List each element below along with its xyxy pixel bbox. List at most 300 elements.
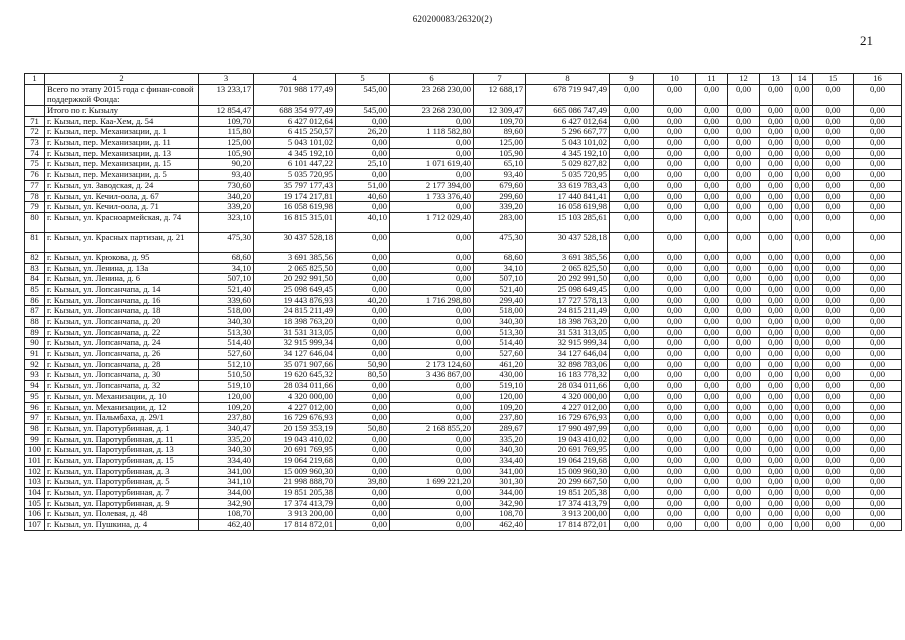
value-cell: 0,00 (813, 212, 854, 232)
value-cell: 0,00 (610, 423, 654, 434)
value-cell: 0,00 (792, 317, 813, 328)
value-cell: 519,10 (474, 381, 526, 392)
value-cell: 0,00 (854, 317, 902, 328)
value-cell: 25 098 649,45 (254, 284, 336, 295)
value-cell: 30 437 528,18 (526, 232, 610, 252)
row-number-cell: 80 (25, 212, 45, 232)
value-cell: 0,00 (610, 148, 654, 159)
value-cell: 0,00 (654, 295, 696, 306)
address-cell: г. Кызыл, ул. Ленина, д. 6 (45, 274, 199, 285)
value-cell: 0,00 (336, 391, 390, 402)
value-cell: 0,00 (792, 423, 813, 434)
column-number-cell: 14 (792, 74, 813, 85)
value-cell: 0,00 (336, 488, 390, 499)
table-row (25, 263, 902, 274)
value-cell: 0,00 (792, 434, 813, 445)
value-cell: 0,00 (610, 402, 654, 413)
value-cell: 0,00 (654, 106, 696, 117)
value-cell: 0,00 (728, 116, 760, 127)
address-cell: г. Кызыл, ул. Лопсанчапа, д. 24 (45, 338, 199, 349)
value-cell: 0,00 (654, 455, 696, 466)
value-cell: 0,00 (654, 391, 696, 402)
value-cell: 0,00 (610, 477, 654, 488)
value-cell: 105,90 (474, 148, 526, 159)
value-cell: 512,10 (199, 359, 254, 370)
column-number-cell: 11 (696, 74, 728, 85)
value-cell: 0,00 (760, 338, 792, 349)
value-cell: 0,00 (728, 423, 760, 434)
value-cell: 0,00 (390, 349, 474, 360)
value-cell: 0,00 (390, 202, 474, 213)
value-cell: 120,00 (199, 391, 254, 402)
value-cell: 13 233,17 (199, 85, 254, 106)
value-cell: 0,00 (336, 284, 390, 295)
value-cell: 301,30 (474, 477, 526, 488)
value-cell: 0,00 (610, 370, 654, 381)
value-cell: 0,00 (760, 413, 792, 424)
value-cell: 518,00 (199, 306, 254, 317)
value-cell: 518,00 (474, 306, 526, 317)
value-cell: 0,00 (760, 180, 792, 191)
value-cell: 68,60 (199, 252, 254, 263)
value-cell: 514,40 (199, 338, 254, 349)
address-cell: г. Кызыл, пер. Каа-Хем, д. 54 (45, 116, 199, 127)
value-cell: 340,30 (474, 317, 526, 328)
value-cell: 24 815 211,49 (254, 306, 336, 317)
value-cell: 109,20 (199, 402, 254, 413)
value-cell: 0,00 (813, 138, 854, 149)
value-cell: 19 043 410,02 (526, 434, 610, 445)
value-cell: 0,00 (792, 359, 813, 370)
value-cell: 0,00 (792, 445, 813, 456)
value-cell: 0,00 (696, 148, 728, 159)
value-cell: 0,00 (654, 413, 696, 424)
value-cell: 0,00 (792, 116, 813, 127)
table-row (25, 170, 902, 181)
address-cell: г. Кызыл, ул. Красных партизан, д. 21 (45, 232, 199, 252)
table-row (25, 402, 902, 413)
city-total-row (25, 106, 902, 117)
value-cell: 109,20 (474, 402, 526, 413)
value-cell: 0,00 (696, 466, 728, 477)
address-cell: г. Кызыл, пер. Механизации, д. 11 (45, 138, 199, 149)
value-cell: 0,00 (760, 85, 792, 106)
value-cell: 334,40 (199, 455, 254, 466)
table-row (25, 127, 902, 138)
value-cell: 0,00 (390, 306, 474, 317)
value-cell: 0,00 (792, 391, 813, 402)
value-cell: 430,00 (474, 370, 526, 381)
stage-total-row (25, 85, 902, 106)
value-cell: 545,00 (336, 85, 390, 106)
value-cell: 0,00 (760, 170, 792, 181)
value-cell: 0,00 (792, 338, 813, 349)
value-cell: 237,80 (474, 413, 526, 424)
value-cell: 0,00 (728, 434, 760, 445)
value-cell: 0,00 (854, 159, 902, 170)
value-cell: 0,00 (696, 520, 728, 531)
value-cell: 0,00 (654, 263, 696, 274)
value-cell: 0,00 (792, 381, 813, 392)
table-row (25, 509, 902, 520)
table-row (25, 423, 902, 434)
row-number-cell: 99 (25, 434, 45, 445)
value-cell: 23 268 230,00 (390, 106, 474, 117)
value-cell: 0,00 (813, 274, 854, 285)
address-cell: г. Кызыл, ул. Крюкова, д. 95 (45, 252, 199, 263)
value-cell: 19 620 645,32 (254, 370, 336, 381)
table-row (25, 232, 902, 252)
row-number-cell: 95 (25, 391, 45, 402)
value-cell: 28 034 011,66 (254, 381, 336, 392)
value-cell: 0,00 (696, 202, 728, 213)
row-number-cell: 96 (25, 402, 45, 413)
value-cell: 0,00 (813, 148, 854, 159)
value-cell: 475,30 (474, 232, 526, 252)
value-cell: 0,00 (813, 170, 854, 181)
value-cell: 0,00 (792, 349, 813, 360)
value-cell: 344,00 (199, 488, 254, 499)
value-cell: 0,00 (610, 295, 654, 306)
value-cell: 0,00 (654, 116, 696, 127)
value-cell: 0,00 (336, 509, 390, 520)
value-cell: 32 898 783,06 (526, 359, 610, 370)
column-number-cell: 10 (654, 74, 696, 85)
value-cell: 475,30 (199, 232, 254, 252)
row-number-cell: 91 (25, 349, 45, 360)
value-cell: 5 043 101,02 (526, 138, 610, 149)
value-cell: 19 064 219,68 (526, 455, 610, 466)
value-cell: 5 296 667,77 (526, 127, 610, 138)
value-cell: 0,00 (854, 284, 902, 295)
address-cell: г. Кызыл, ул. Паротурбинная, д. 7 (45, 488, 199, 499)
value-cell: 513,30 (474, 327, 526, 338)
row-number-cell: 83 (25, 263, 45, 274)
value-cell: 0,00 (336, 148, 390, 159)
value-cell: 0,00 (760, 202, 792, 213)
value-cell: 0,00 (792, 148, 813, 159)
value-cell: 0,00 (760, 306, 792, 317)
value-cell: 0,00 (696, 477, 728, 488)
value-cell: 17 727 578,13 (526, 295, 610, 306)
value-cell: 0,00 (654, 488, 696, 499)
value-cell: 0,00 (696, 445, 728, 456)
value-cell: 0,00 (854, 338, 902, 349)
value-cell: 0,00 (813, 466, 854, 477)
value-cell: 0,00 (760, 445, 792, 456)
value-cell: 20 691 769,95 (526, 445, 610, 456)
value-cell: 34,10 (474, 263, 526, 274)
value-cell: 17 440 841,41 (526, 191, 610, 202)
table-row (25, 327, 902, 338)
column-number-cell: 5 (336, 74, 390, 85)
value-cell: 0,00 (760, 509, 792, 520)
table-row (25, 359, 902, 370)
row-number-cell: 105 (25, 498, 45, 509)
value-cell: 0,00 (336, 466, 390, 477)
row-number-cell: 87 (25, 306, 45, 317)
value-cell: 23 268 230,00 (390, 85, 474, 106)
column-number-cell: 15 (813, 74, 854, 85)
value-cell: 335,20 (199, 434, 254, 445)
table-row (25, 434, 902, 445)
value-cell: 519,10 (199, 381, 254, 392)
value-cell: 50,80 (336, 423, 390, 434)
value-cell: 0,00 (813, 202, 854, 213)
value-cell: 0,00 (696, 284, 728, 295)
value-cell: 0,00 (696, 263, 728, 274)
value-cell: 0,00 (728, 170, 760, 181)
value-cell: 339,60 (199, 295, 254, 306)
value-cell: 339,20 (199, 202, 254, 213)
value-cell: 0,00 (696, 488, 728, 499)
value-cell: 0,00 (854, 434, 902, 445)
value-cell: 0,00 (728, 349, 760, 360)
value-cell: 0,00 (336, 252, 390, 263)
address-cell: г. Кызыл, ул. Механизации, д. 10 (45, 391, 199, 402)
value-cell: 0,00 (390, 413, 474, 424)
address-cell: г. Кызыл, ул. Паротурбинная, д. 13 (45, 445, 199, 456)
value-cell: 0,00 (336, 232, 390, 252)
value-cell: 6 427 012,64 (526, 116, 610, 127)
value-cell: 0,00 (336, 116, 390, 127)
value-cell: 4 345 192,10 (254, 148, 336, 159)
value-cell: 340,47 (199, 423, 254, 434)
value-cell: 0,00 (390, 488, 474, 499)
row-number-cell: 100 (25, 445, 45, 456)
value-cell: 342,90 (199, 498, 254, 509)
value-cell: 0,00 (792, 202, 813, 213)
value-cell: 0,00 (792, 520, 813, 531)
value-cell: 0,00 (792, 252, 813, 263)
value-cell: 0,00 (728, 338, 760, 349)
address-cell: г. Кызыл, ул. Лопсанчапа, д. 32 (45, 381, 199, 392)
value-cell: 0,00 (760, 381, 792, 392)
value-cell: 0,00 (610, 413, 654, 424)
value-cell: 0,00 (813, 116, 854, 127)
value-cell: 4 345 192,10 (526, 148, 610, 159)
value-cell: 0,00 (390, 263, 474, 274)
value-cell: 0,00 (336, 349, 390, 360)
value-cell: 0,00 (813, 381, 854, 392)
value-cell: 0,00 (336, 402, 390, 413)
address-cell: г. Кызыл, ул. Паротурбинная, д. 1 (45, 423, 199, 434)
value-cell: 3 913 200,00 (254, 509, 336, 520)
value-cell: 0,00 (760, 317, 792, 328)
value-cell: 0,00 (728, 370, 760, 381)
row-number-cell: 76 (25, 170, 45, 181)
value-cell: 0,00 (854, 498, 902, 509)
value-cell: 0,00 (696, 159, 728, 170)
value-cell: 0,00 (390, 317, 474, 328)
value-cell: 0,00 (792, 159, 813, 170)
address-cell: г. Кызыл, ул. Пушкина, д. 4 (45, 520, 199, 531)
value-cell: 0,00 (813, 284, 854, 295)
value-cell: 0,00 (813, 488, 854, 499)
value-cell: 16 729 676,93 (526, 413, 610, 424)
table-row (25, 338, 902, 349)
value-cell: 0,00 (792, 498, 813, 509)
value-cell: 0,00 (813, 477, 854, 488)
value-cell: 0,00 (728, 327, 760, 338)
value-cell: 0,00 (610, 509, 654, 520)
row-number-cell: 89 (25, 327, 45, 338)
address-cell: г. Кызыл, ул. Лопсанчапа, д. 30 (45, 370, 199, 381)
address-cell: г. Кызыл, ул. Лопсанчапа, д. 26 (45, 349, 199, 360)
value-cell: 0,00 (760, 370, 792, 381)
value-cell: 0,00 (813, 498, 854, 509)
value-cell: 0,00 (728, 381, 760, 392)
table-row (25, 477, 902, 488)
table-row (25, 148, 902, 159)
value-cell: 0,00 (336, 327, 390, 338)
value-cell: 0,00 (760, 148, 792, 159)
value-cell: 1 716 298,80 (390, 295, 474, 306)
value-cell: 0,00 (654, 317, 696, 328)
value-cell: 0,00 (390, 498, 474, 509)
value-cell: 0,00 (760, 402, 792, 413)
value-cell: 0,00 (854, 116, 902, 127)
value-cell: 16 729 676,93 (254, 413, 336, 424)
value-cell: 0,00 (654, 284, 696, 295)
value-cell: 6 415 250,57 (254, 127, 336, 138)
value-cell: 0,00 (654, 327, 696, 338)
value-cell: 0,00 (854, 106, 902, 117)
value-cell: 0,00 (654, 170, 696, 181)
value-cell: 109,70 (474, 116, 526, 127)
value-cell: 0,00 (610, 498, 654, 509)
value-cell: 0,00 (792, 370, 813, 381)
value-cell: 0,00 (654, 159, 696, 170)
value-cell: 3 913 200,00 (526, 509, 610, 520)
value-cell: 0,00 (654, 212, 696, 232)
value-cell: 0,00 (390, 138, 474, 149)
value-cell: 0,00 (336, 381, 390, 392)
value-cell: 0,00 (854, 349, 902, 360)
address-cell: г. Кызыл, ул. Лопсанчапа, д. 18 (45, 306, 199, 317)
value-cell: 0,00 (854, 477, 902, 488)
value-cell: 0,00 (696, 498, 728, 509)
address-cell: г. Кызыл, ул. Ленина, д. 13а (45, 263, 199, 274)
value-cell: 0,00 (610, 391, 654, 402)
value-cell: 4 320 000,00 (526, 391, 610, 402)
value-cell: 0,00 (792, 138, 813, 149)
value-cell: 0,00 (610, 159, 654, 170)
value-cell: 0,00 (813, 455, 854, 466)
column-number-cell: 1 (25, 74, 45, 85)
value-cell: 0,00 (792, 509, 813, 520)
value-cell: 0,00 (854, 170, 902, 181)
value-cell: 0,00 (610, 381, 654, 392)
value-cell: 0,00 (728, 252, 760, 263)
value-cell: 18 398 763,20 (526, 317, 610, 328)
value-cell: 0,00 (813, 263, 854, 274)
value-cell: 0,00 (336, 520, 390, 531)
value-cell: 0,00 (610, 202, 654, 213)
value-cell: 19 174 217,81 (254, 191, 336, 202)
value-cell: 0,00 (854, 127, 902, 138)
address-cell: г. Кызыл, ул. Заводская, д. 24 (45, 180, 199, 191)
value-cell: 0,00 (654, 338, 696, 349)
value-cell: 0,00 (728, 455, 760, 466)
value-cell: 0,00 (760, 423, 792, 434)
value-cell: 510,50 (199, 370, 254, 381)
value-cell: 0,00 (813, 180, 854, 191)
value-cell: 0,00 (654, 381, 696, 392)
value-cell: 0,00 (728, 509, 760, 520)
address-cell: г. Кызыл, ул. Полевая, д. 48 (45, 509, 199, 520)
value-cell: 0,00 (696, 391, 728, 402)
value-cell: 0,00 (696, 317, 728, 328)
value-cell: 0,00 (728, 148, 760, 159)
value-cell: 0,00 (728, 212, 760, 232)
value-cell: 0,00 (610, 284, 654, 295)
value-cell: 0,00 (696, 434, 728, 445)
value-cell: 39,80 (336, 477, 390, 488)
value-cell: 0,00 (854, 520, 902, 531)
value-cell: 0,00 (792, 488, 813, 499)
value-cell: 0,00 (654, 498, 696, 509)
value-cell: 0,00 (696, 381, 728, 392)
address-cell: г. Кызыл, ул. Паротурбинная, д. 9 (45, 498, 199, 509)
value-cell: 340,30 (199, 317, 254, 328)
value-cell: 0,00 (696, 170, 728, 181)
row-number-cell: 77 (25, 180, 45, 191)
value-cell: 0,00 (728, 232, 760, 252)
value-cell: 19 851 205,38 (526, 488, 610, 499)
value-cell: 0,00 (728, 359, 760, 370)
value-cell: 0,00 (760, 138, 792, 149)
value-cell: 521,40 (474, 284, 526, 295)
value-cell: 0,00 (696, 138, 728, 149)
value-cell: 527,60 (474, 349, 526, 360)
table-row (25, 212, 902, 232)
table-row (25, 349, 902, 360)
value-cell: 15 009 960,30 (254, 466, 336, 477)
address-cell: г. Кызыл, пер. Механизации, д. 13 (45, 148, 199, 159)
value-cell: 0,00 (696, 274, 728, 285)
table-row (25, 202, 902, 213)
value-cell: 0,00 (792, 284, 813, 295)
address-cell: Итого по г. Кызылу (45, 106, 199, 117)
value-cell: 32 915 999,34 (526, 338, 610, 349)
value-cell: 342,90 (474, 498, 526, 509)
value-cell: 0,00 (390, 455, 474, 466)
value-cell: 0,00 (728, 106, 760, 117)
value-cell: 0,00 (390, 509, 474, 520)
value-cell: 90,20 (199, 159, 254, 170)
address-cell: г. Кызыл, ул. Паротурбинная, д. 5 (45, 477, 199, 488)
value-cell: 0,00 (854, 191, 902, 202)
value-cell: 0,00 (728, 191, 760, 202)
row-number-cell: 78 (25, 191, 45, 202)
value-cell: 0,00 (696, 191, 728, 202)
value-cell: 0,00 (854, 391, 902, 402)
value-cell: 462,40 (199, 520, 254, 531)
value-cell: 0,00 (654, 423, 696, 434)
value-cell: 33 619 783,43 (526, 180, 610, 191)
value-cell: 25 098 649,45 (526, 284, 610, 295)
value-cell: 0,00 (728, 498, 760, 509)
value-cell: 0,00 (854, 295, 902, 306)
table-row (25, 413, 902, 424)
value-cell: 25,10 (336, 159, 390, 170)
value-cell: 0,00 (654, 191, 696, 202)
value-cell: 0,00 (760, 263, 792, 274)
value-cell: 0,00 (610, 466, 654, 477)
column-number-cell: 6 (390, 74, 474, 85)
value-cell: 521,40 (199, 284, 254, 295)
